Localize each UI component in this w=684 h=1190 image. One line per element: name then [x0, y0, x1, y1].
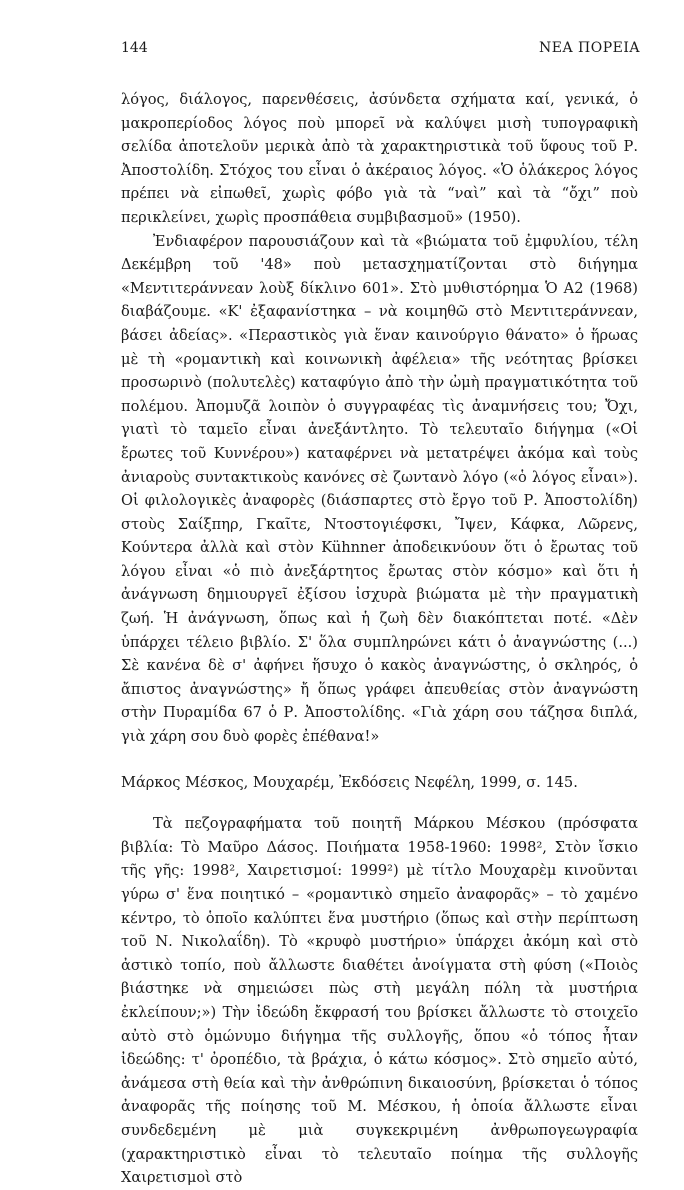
paragraph-1: λόγος, διάλογος, παρενθέσεις, ἀσύνδετα σχήματα καί, γενικά, ὁ μακροπερίοδος λόγος ποὺ μπορεῖ νὰ καλύψει μισὴ τυπογραφικὴ σελίδα ἀποτελοῦν μερικὰ ἀπὸ τὰ χαρακτηριστικὰ τοῦ ὕφους τοῦ Ρ. Ἀποστολίδη. Στόχος του εἶναι ὁ ἀκέραιος λόγος. «Ὁ ὁλάκερος λόγος πρέπει νὰ εἰπωθεῖ, χωρὶς φόβο γιὰ τὰ “ναὶ” καὶ τὰ “ὄχι” ποὺ περικλείνει, χωρὶς προσπάθεια συμβιβασμοῦ» (1950).	[121, 91, 638, 226]
body-text	[121, 88, 638, 1190]
running-header-title: ΝΕΑ ΠΟΡΕΙΑ	[539, 40, 640, 56]
page-number: 144	[121, 40, 148, 56]
paragraph-3: Τὰ πεζογραφήματα τοῦ ποιητῆ Μάρκου Μέσκου (πρόσφατα βιβλία: Τὸ Μαῦρο Δάσος. Ποιήματα 1958-1960: 1998², Στὸν ἴσκιο τῆς γῆς: 1998², Χαιρετισμοί: 1999²) μὲ τίτλο Μουχαρὲμ κινοῦνται γύρω σ' ἕνα ποιητικό – «ρομαντικὸ σημεῖο ἀναφορᾶς» – τὸ χαμένο κέντρο, τὸ ὁποῖο καλύπτει ἕνα μυστήριο (ὅπως καὶ στὴν περίπτωση τοῦ Ν. Νικολαΐδη). Τὸ «κρυφὸ μυστήριο» ὑπάρχει ἀκόμη καὶ στὸ ἀστικὸ τοπίο, ποὺ ἄλλωστε διαθέτει ἀνοίγματα στὴ φύση («Ποιὸς βιάστηκε νὰ σημειώσει πὼς στὴ μεγάλη πόλη τὰ μυστήρια ἐκλείπουν;») Τὴν ἰδεώδη ἔκφρασή του βρίσκει ἄλλωστε τὸ στοιχεῖο αὐτὸ στὸ ὁμώνυμο διήγημα τῆς συλλογῆς, ὅπου «ὁ τόπος ἦταν ἰδεώδης: τ' ὀροπέδιο, τὰ βράχια, ὁ κάτω κόσμος». Στὸ σημεῖο αὐτό, ἀνάμεσα στὴ θεία καὶ τὴν ἀνθρώπινη δικαιοσύνη, βρίσκεται ὁ τόπος ἀναφορᾶς τῆς ποίησης τοῦ Μ. Μέσκου, ἡ ὁποία ἄλλωστε εἶναι συνδεδεμένη μὲ μιὰ συγκεκριμένη ἀνθρωπογεωγραφία (χαρακτηριστικὸ εἶναι τὸ τελευταῖο ποίημα τῆς συλλογῆς Χαιρετισμοὶ στὸ	[121, 815, 638, 1187]
book-citation: Μάρκος Μέσκος, Μουχαρέμ, Ἐκδόσεις Νεφέλη, 1999, σ. 145.	[121, 773, 578, 791]
paragraph-2: Ἐνδιαφέρον παρουσιάζουν καὶ τὰ «βιώματα τοῦ ἐμφυλίου, τέλη Δεκέμβρη τοῦ '48» ποὺ μετασχηματίζονται στὸ διήγημα «Μεντιτεράννεαν λοὺξ δίκλινο 601». Στὸ μυθιστόρημα Ὁ Α2 (1968) διαβάζουμε. «Κ' ἐξαφανίστηκα – νὰ κοιμηθῶ στὸ Μεντιτεράννεαν, βάσει ἀδείας». «Περαστικὸς γιὰ ἕναν καινούργιο θάνατο» ὁ ἥρωας μὲ τὴ «ρομαντικὴ καὶ κοινωνικὴ ἀφέλεια» τῆς νεότητας βρίσκει προσωρινὸ (πολυτελὲς) καταφύγιο ἀπὸ τὴν ὠμὴ πραγματικότητα τοῦ πολέμου. Ἀπομυζᾶ λοιπὸν ὁ συγγραφέας τὶς ἀναμνήσεις του; Ὄχι, γιατὶ τὸ ταμεῖο εἶναι ἀνεξάντλητο. Τὸ τελευταῖο διήγημα («Οἱ ἔρωτες τοῦ Κυννέρου») καταφέρνει νὰ μετατρέψει ἀκόμα καὶ τοὺς ἀνιαροὺς συντακτικοὺς κανόνες σὲ ζωντανὸ λόγο («ὁ λόγος εἶναι»). Οἱ φιλολογικὲς ἀναφορὲς (διάσπαρτες στὸ ἔργο τοῦ Ρ. Ἀποστολίδη) στοὺς Σαίξπηρ, Γκαῖτε, Ντοστογιέφσκι, Ἴψεν, Κάφκα, Λῶρενς, Κούντερα ἀλλὰ καὶ στὸν Kühnner ἀποδεικνύουν ὅτι ὁ ἔρωτας τοῦ λόγου εἶναι «ὁ πιὸ ἀνεξάρτητος ἔρωτας στὸν κόσμο» καὶ ὅτι ἡ ἀνάγνωση δημιουργεῖ ἐξίσου ἰσχυρὰ βιώματα μὲ τὴν πραγματικὴ ζωή. Ἡ ἀνάγνωση, ὅπως καὶ ἡ ζωὴ δὲν διακόπτεται ποτέ. «Δὲν ὑπάρχει τέλειο βιβλίο. Σ' ὅλα συμπληρώνει κάτι ὁ ἀναγνώστης (...) Σὲ κανένα δὲ σ' ἀφήνει ἥσυχο ὁ κακὸς ἀναγνώστης, ὁ σκληρός, ὁ ἄπιστος ἀναγνώστης» ἤ ὅπως γράφει ἀπευθείας στὸν ἀναγνώστη στὴν Πυραμίδα 67 ὁ Ρ. Ἀποστολίδης. «Γιὰ χάρη σου τάζησα διπλά, γιὰ χάρη σου δυὸ φορὲς ἐπέθανα!»	[121, 232, 638, 746]
